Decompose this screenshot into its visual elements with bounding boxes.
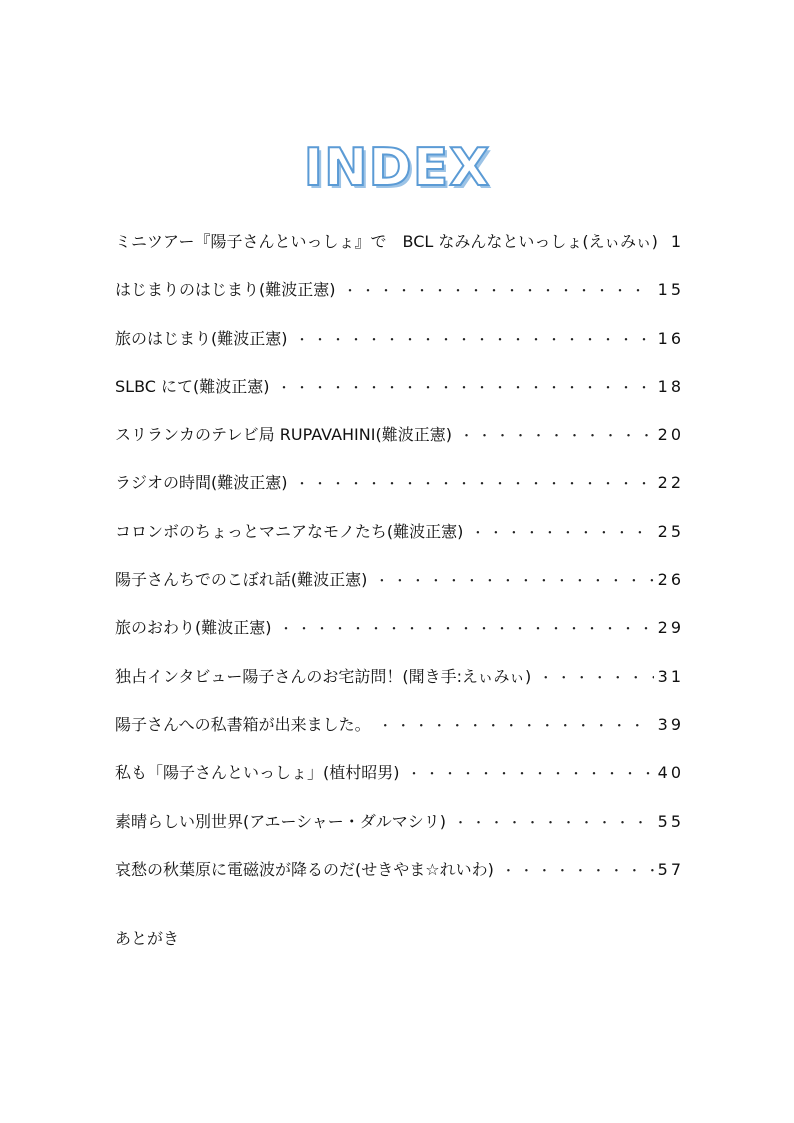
- toc-entry: [115, 467, 684, 515]
- toc-entry-title: スリランカのテレビ局 RUPAVAHINI(難波正憲): [115, 425, 452, 445]
- toc-leader-dots: [502, 856, 654, 888]
- toc-entry-title: 哀愁の秋葉原に電磁波が降るのだ(せきやま☆れいわ): [115, 859, 494, 879]
- toc-entry-title: ラジオの時間(難波正憲): [115, 473, 288, 493]
- toc-entry: [115, 757, 684, 805]
- toc-leader-dots: [296, 469, 654, 501]
- toc-entry: [115, 612, 684, 660]
- toc-entry-page: 15: [657, 280, 684, 300]
- toc-leader-dots: [539, 663, 653, 695]
- toc-entry: [115, 371, 684, 419]
- toc-entry-page: 40: [657, 763, 684, 783]
- toc-entry-page: 1: [670, 232, 684, 251]
- toc-leader-dots: [280, 614, 654, 646]
- toc-entry-title: 旅のはじまり(難波正憲): [115, 328, 288, 348]
- toc-entry-title: 陽子さんへの私書箱が出来ました。: [115, 714, 371, 734]
- toc-entry-page: 26: [657, 570, 684, 590]
- toc-entry-page: 31: [657, 666, 684, 686]
- toc-entry: [115, 226, 684, 274]
- toc-entry: [115, 274, 684, 322]
- toc-entry-title: 独占インタビュー陽子さんのお宅訪問！(聞き手:えぃみぃ): [115, 666, 532, 686]
- toc-leader-dots: [375, 566, 653, 598]
- toc-entry-title: コロンボのちょっとマニアなモノたち(難波正憲): [115, 521, 464, 541]
- toc-entry-title: 旅のおわり(難波正憲): [115, 618, 272, 638]
- toc-entry-title: SLBC にて(難波正憲): [115, 376, 270, 396]
- toc-leader-dots: [471, 518, 653, 550]
- toc-leader-dots: [408, 759, 654, 791]
- toc-entry-page: 25: [657, 521, 684, 541]
- toc-leader-dots: [454, 808, 654, 840]
- toc-entry-title: 私も「陽子さんといっしょ」(植村昭男): [115, 763, 400, 783]
- toc-entry-title: 陽子さんちでのこぼれ話(難波正憲): [115, 570, 368, 590]
- toc-entry-page: 16: [657, 328, 684, 348]
- toc-leader-dots: [344, 276, 654, 308]
- toc-entry-page: 57: [657, 859, 684, 879]
- toc-leader-dots: [296, 325, 654, 357]
- toc-entry: [115, 516, 684, 564]
- toc-entry-page: 29: [657, 618, 684, 638]
- toc-entry-page: 22: [657, 473, 684, 493]
- toc-entry-page: 55: [657, 811, 684, 831]
- toc-entry-page: 39: [657, 714, 684, 734]
- table-of-contents: [115, 226, 684, 902]
- toc-entry: [115, 564, 684, 612]
- toc-entry: [115, 661, 684, 709]
- toc-entry-title: 素晴らしい別世界(アエーシャー・ダルマシリ): [115, 811, 447, 831]
- toc-entry-title: はじまりのはじまり(難波正憲): [115, 280, 336, 300]
- page-title: INDEX: [303, 138, 491, 198]
- toc-entry: [115, 854, 684, 902]
- toc-leader-dots: [460, 421, 654, 453]
- toc-entry: [115, 806, 684, 854]
- afterword-heading: あとがき: [115, 929, 180, 948]
- toc-leader-dots: [379, 711, 654, 743]
- toc-leader-dots: [666, 228, 667, 260]
- toc-entry-page: 20: [657, 425, 684, 445]
- toc-entry-page: 18: [657, 376, 684, 396]
- toc-entry: [115, 419, 684, 467]
- toc-entry: [115, 709, 684, 757]
- toc-entry: [115, 323, 684, 371]
- toc-leader-dots: [278, 373, 654, 405]
- toc-entry-title: ミニツアー『陽子さんといっしょ』で BCL なみんなといっしょ(えぃみぃ): [115, 232, 658, 251]
